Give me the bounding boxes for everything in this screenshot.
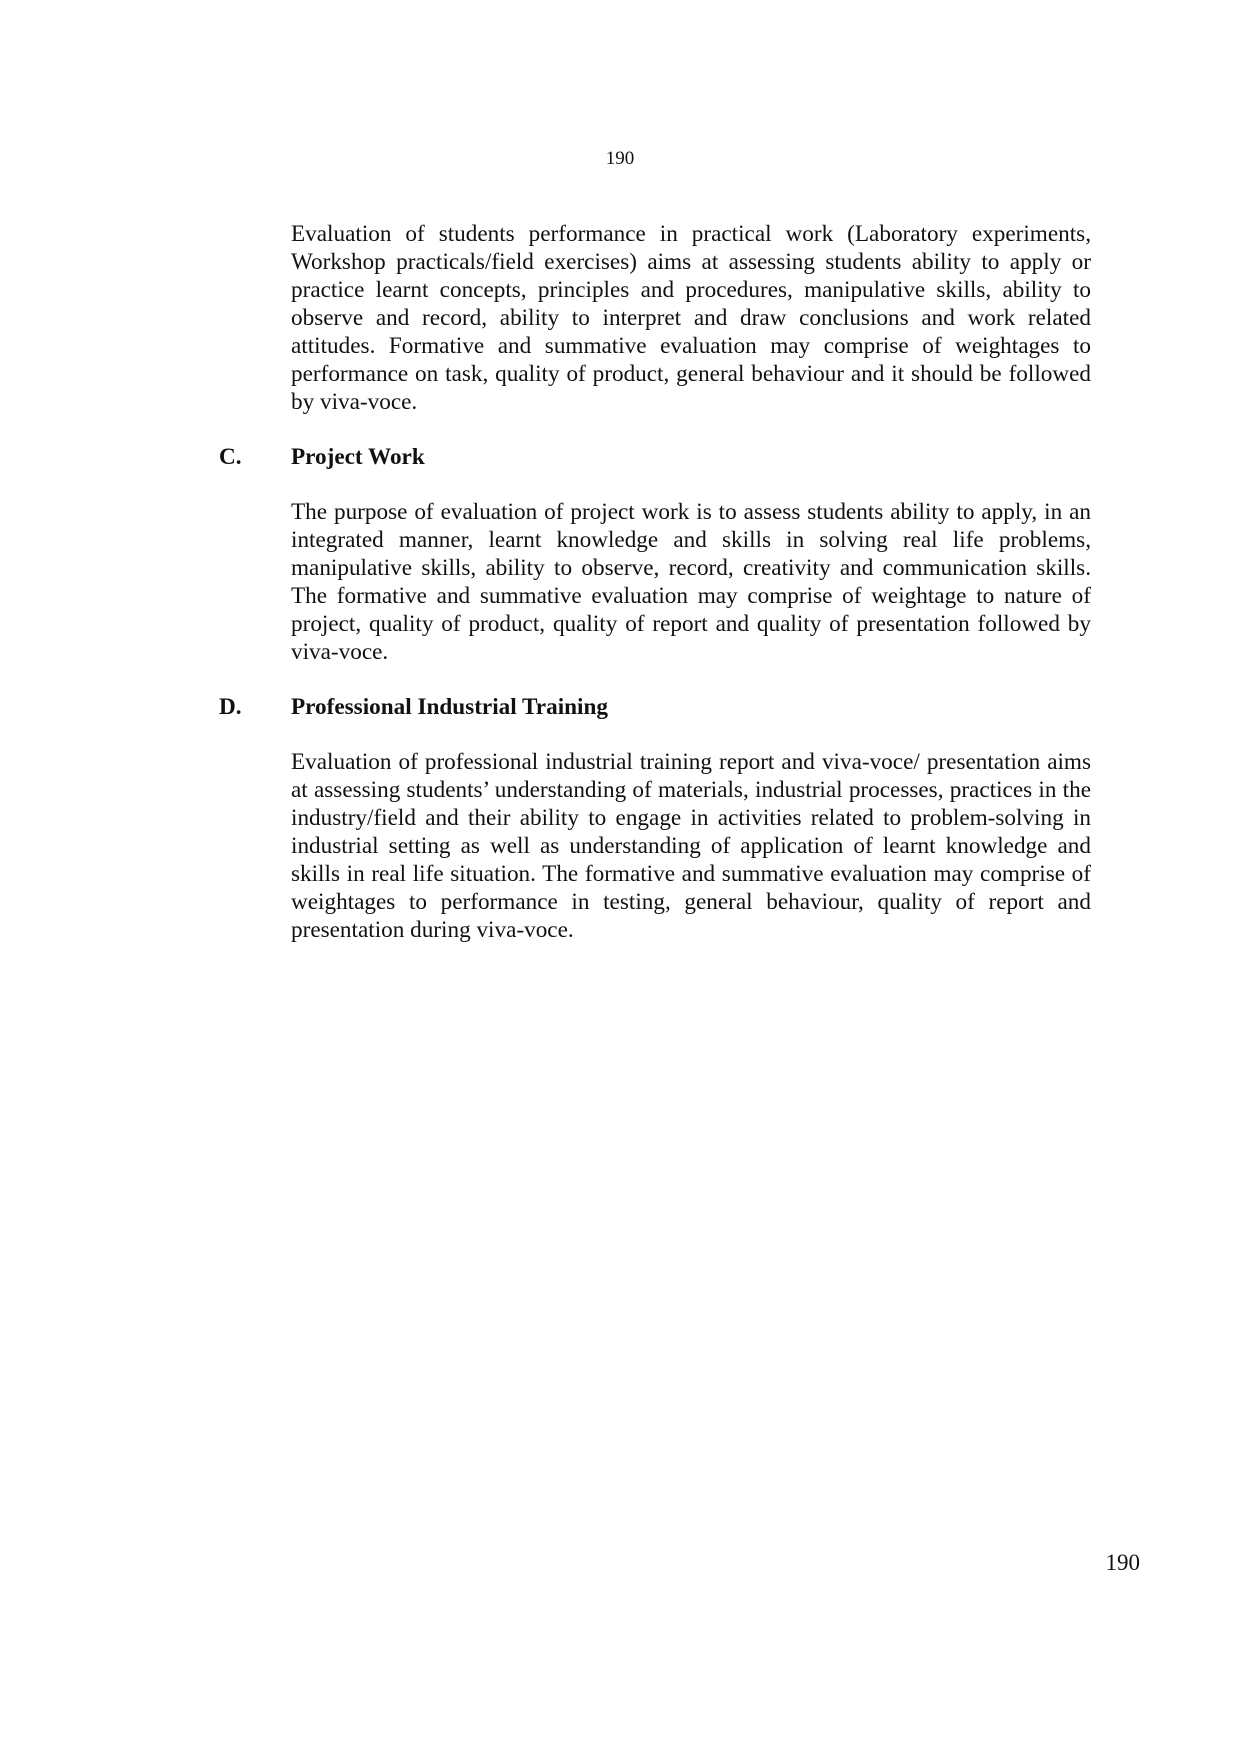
intro-paragraph: Evaluation of students performance in practical work (Laboratory experiments, Workshop practicals/field exercises) aims at assessing students ability to apply or practice learnt concepts, principles and procedures, manipulative skills, ability to observe and record, ability to interpret and draw conclusions and work related attitudes. Formative and summative evaluation may comprise of weightages to performance on task, quality of product, general behaviour and it should be followed by viva-voce. xyxy=(291,221,1091,415)
section-c-letter: C. xyxy=(219,444,242,470)
page-number-top: 190 xyxy=(605,148,635,169)
section-c-title: Project Work xyxy=(291,444,425,470)
section-d-paragraph: Evaluation of professional industrial training report and viva-voce/ presentation aims at assessing students’ understanding of materials, industrial processes, practices in the industry/field and their ability to engage in activities related to problem-solving in industrial setting as well as understanding of application of learnt knowledge and skills in real life situation. The formative and summative evaluation may comprise of weightages to performance in testing, general behaviour, quality of report and presentation during viva-voce. xyxy=(291,749,1091,943)
section-d-letter: D. xyxy=(219,694,242,720)
section-d-title: Professional Industrial Training xyxy=(291,694,608,720)
page-number-bottom: 190 xyxy=(1105,1550,1140,1575)
section-c-paragraph: The purpose of evaluation of project work is to assess students ability to apply, in an integrated manner, learnt knowledge and skills in solving real life problems, manipulative skills, ability to observe, record, creativity and communication skills. The formative and summative evaluation may comprise of weightage to nature of project, quality of product, quality of report and quality of presentation followed by viva-voce. xyxy=(291,499,1091,665)
